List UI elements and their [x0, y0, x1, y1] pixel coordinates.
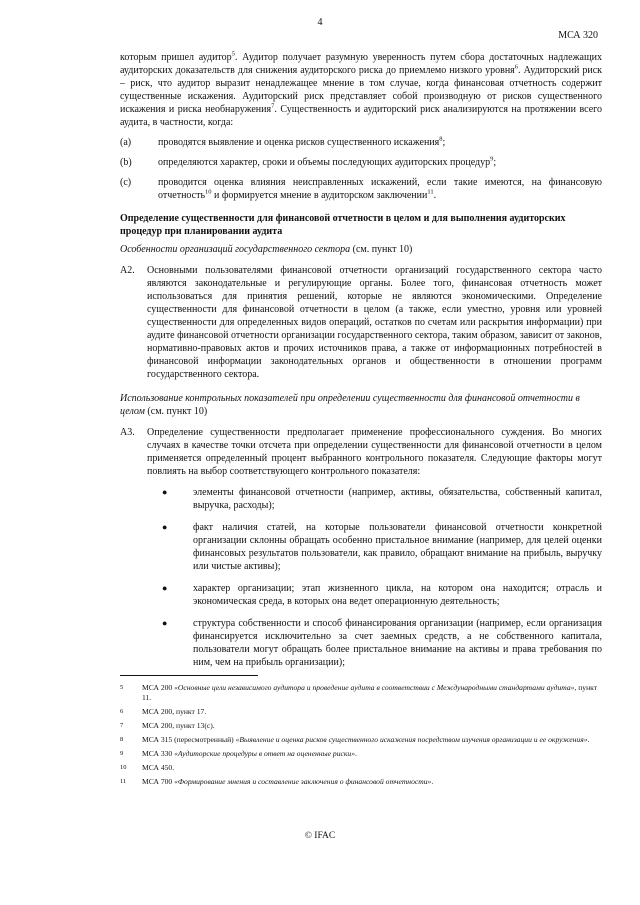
bullet-text: характер организации; этап жизненного цикла, на котором она находится; отрасль и экономическая среда, в которых она ведет операционную деятельность; — [193, 583, 602, 607]
footnote-text — [142, 777, 602, 787]
footnote — [120, 721, 602, 731]
bullet-text: структура собственности и способ финансирования организации (например, если организация финансируется исключительно за счет заемных средств, а не собственного капитала, пользователи могут обращать более пристальное внимание на активы и права требования по ним, чем на прибыль организации); — [193, 618, 602, 668]
list-item — [120, 136, 602, 149]
document-id: МСА 320 — [558, 30, 598, 41]
list-item-tail: ; — [442, 137, 446, 148]
footnote-ref: 9 — [490, 155, 494, 163]
footnote-post: . — [587, 735, 590, 744]
footnote-divider — [120, 675, 258, 676]
list-item-tail: . — [433, 190, 437, 201]
sub-list — [120, 136, 602, 202]
intro-text-3: . Аудиторский риск – риск, что аудитор выразит ненадлежащее мнение в том случае, когда финансовая отчетность содержит существенные искажения. Аудиторский риск представляет собой производную от рисков существенного искажения и риска необнаружения — [120, 65, 603, 115]
footnote-number: 8 — [120, 736, 124, 743]
section-heading: Определение существенности для финансовой отчетности в целом и для выполнения аудиторских процедур при планировании аудита — [120, 213, 566, 237]
footnote-ref: 11 — [427, 188, 434, 196]
intro-paragraph — [120, 51, 602, 129]
footnote-pre: МСА 315 (пересмотренный) — [142, 735, 236, 744]
list-item-label: (b) — [120, 157, 132, 168]
footnote-ref: 10 — [205, 188, 212, 196]
footnote-ref: 5 — [231, 50, 235, 58]
footnote-title: «Выявление и оценка рисков существенного искажения посредством изучения организации и ее окружения» — [235, 735, 588, 744]
bullet-icon: ● — [162, 583, 168, 593]
bullet-list — [157, 486, 602, 669]
intro-text-1: которым пришел аудитор — [120, 52, 232, 63]
paragraph-text: Основными пользователями финансовой отчетности организаций государственного сектора часто являются законодательные и регулирующие органы. Более того, финансовая отчетность может использоваться для принятия решений, которые не являются экономическими. Определение существенности для финансовой отчетности в целом (а также, если уместно, уровня или уровней существенности для определенных видов операций, остатков по счетам или раскрытия информации) при аудите финансовой отчетности организации государственного сектора, таким образом, зависит от законов, нормативно-правовых актов и прочих источников права, а также от информационных потребностей в финансовой информации законодательных органов и общественности в отношении программ государственного сектора. — [147, 265, 602, 380]
footnote-title: «Аудиторские процедуры в ответ на оцененные риски» — [174, 749, 356, 758]
footnote-text — [142, 683, 602, 703]
main-content — [120, 51, 602, 678]
paragraph-number: A3. — [120, 427, 135, 438]
footnote — [120, 763, 602, 773]
footnote-number: 5 — [120, 684, 124, 691]
footnote-pre: МСА 200, пункт 13(c). — [142, 721, 215, 730]
footnote-pre: МСА 200, пункт 17. — [142, 707, 207, 716]
list-item-label: (c) — [120, 177, 132, 188]
page-number: 4 — [317, 17, 323, 28]
list-item-body: проводятся выявление и оценка рисков существенного искажения — [158, 137, 440, 148]
footnote-text — [142, 721, 602, 731]
footnotes — [120, 683, 602, 791]
subheading-benchmarks — [120, 392, 602, 418]
footnote-post: , пункт 11. — [142, 683, 598, 702]
footnote-pre: МСА 200 — [142, 683, 175, 692]
footnote-ref: 6 — [514, 63, 519, 71]
footnote-title: «Формирование мнения и составление заключения о финансовой отчетности» — [174, 777, 432, 786]
footnote — [120, 707, 602, 717]
footnote — [120, 777, 602, 787]
bullet-icon: ● — [162, 522, 168, 532]
paragraph-number: A2. — [120, 265, 135, 276]
footnote-text — [142, 707, 602, 717]
footnote-number: 6 — [120, 708, 124, 715]
list-item-label: (a) — [120, 137, 132, 148]
list-item-tail: ; — [493, 157, 497, 168]
intro-text-4: . Существенность и аудиторский риск анализируются на протяжении всего аудита, в частности, когда: — [120, 104, 602, 128]
list-item-text — [158, 156, 602, 169]
footnote-pre: МСА 450. — [142, 763, 175, 772]
footnote-text — [142, 735, 602, 745]
list-item — [120, 156, 602, 169]
footnote-number: 7 — [120, 722, 124, 729]
subheading-ref: (см. пункт 10) — [144, 406, 208, 417]
footnote-number: 10 — [120, 764, 127, 771]
footer-copyright: © IFAC — [304, 831, 336, 841]
bullet-text: факт наличия статей, на которые пользователи финансовой отчетности конкретной организации склонны обращать особенно пристальное внимание (например, для целей оценки финансовых результатов пользователи, как правило, обращают внимание на прибыль, выручку или чистые активы); — [193, 522, 602, 572]
bullet-icon: ● — [162, 618, 168, 628]
footnote-number: 9 — [120, 750, 124, 757]
list-item-text — [158, 136, 602, 149]
bullet-item — [157, 521, 602, 573]
footnote — [120, 735, 602, 745]
paragraph-a2 — [120, 264, 602, 381]
footnote-ref: 7 — [271, 102, 275, 110]
footnote-title: «Основные цели независимого аудитора и проведение аудита в соответствии с Международными стандартами аудита» — [174, 683, 575, 692]
paragraph-a3 — [120, 426, 602, 478]
bullet-icon: ● — [162, 487, 168, 497]
bullet-text: элементы финансовой отчетности (например, активы, обязательства, собственный капитал, выручка, расходы); — [193, 487, 602, 511]
list-item-body: проводится оценка влияния неисправленных искажений, если такие имеются, на финансовую отчетность — [158, 177, 602, 201]
subheading-ref: (см. пункт 10) — [350, 244, 413, 255]
footnote-post: . — [355, 749, 357, 758]
paragraph-text: Определение существенности предполагает применение профессионального суждения. Во многих случаях в качестве точки отсчета при определении существенности для финансовой отчетности в целом применяется определенный процент выбранного контрольного показателя. Следующие факторы могут повлиять на выбор соответствующего контрольного показателя: — [147, 427, 602, 477]
footnote-ref: 8 — [439, 135, 443, 143]
list-item — [120, 176, 602, 202]
intro-text-2: . Аудитор получает разумную уверенность путем сбора достаточных надлежащих аудиторских доказательств для снижения аудиторского риска до приемлемо низкого уровня — [120, 52, 602, 76]
list-item-body-2: и формируется мнение в аудиторском заключении — [211, 190, 428, 201]
list-item-body: определяются характер, сроки и объемы последующих аудиторских процедур — [158, 157, 491, 168]
subheading-public-sector — [120, 243, 602, 256]
footnote — [120, 683, 602, 703]
footnote-post: . — [431, 777, 434, 786]
footnote-text — [142, 763, 602, 773]
footnote-pre: МСА 330 — [142, 749, 175, 758]
footnote-text — [142, 749, 602, 759]
list-item-text — [158, 176, 602, 202]
subheading-italic: Особенности организаций государственного сектора — [120, 244, 351, 255]
footnote-number: 11 — [120, 778, 127, 785]
footnote — [120, 749, 602, 759]
bullet-item — [157, 486, 602, 512]
footnote-pre: МСА 700 — [142, 777, 175, 786]
bullet-item — [157, 582, 602, 608]
subheading-italic: Использование контрольных показателей при определении существенности для финансовой отчетности в целом — [120, 393, 580, 417]
bullet-item — [157, 617, 602, 669]
